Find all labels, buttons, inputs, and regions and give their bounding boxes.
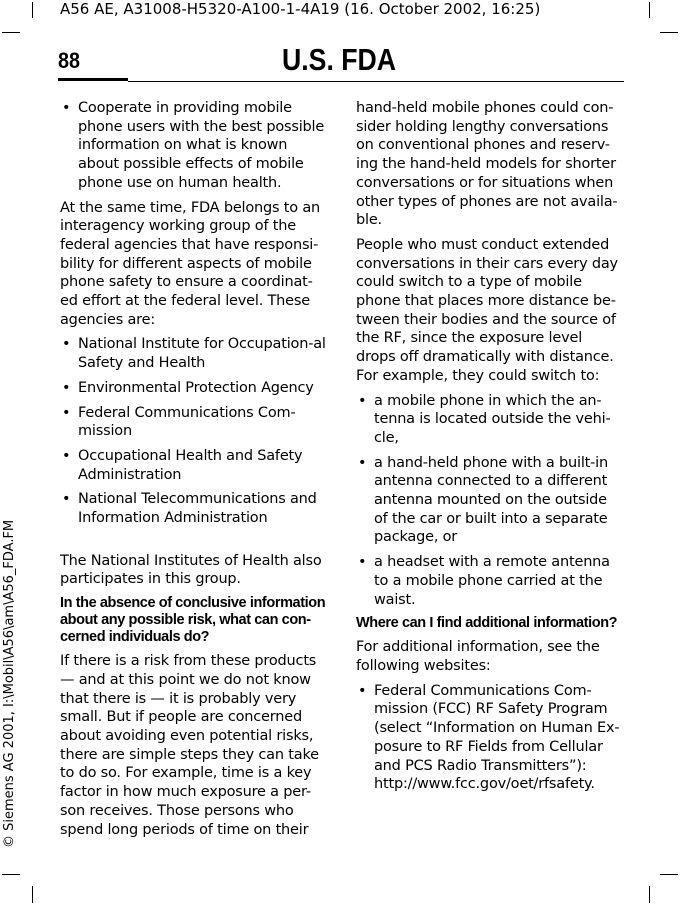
paragraph-info: For additional information, see the following websites:	[356, 639, 600, 674]
left-column	[60, 99, 326, 845]
list-item: • a mobile phone in which the an-tenna is located outside the vehi-cle,	[358, 392, 611, 446]
spacer	[60, 534, 326, 552]
list-item: • National Telecommunications and Information Administration	[62, 491, 317, 527]
options-list	[356, 392, 624, 610]
right-column	[356, 99, 624, 800]
header-rule	[128, 81, 624, 82]
document-meta: A56 AE, A31008-H5320-A100-1-4A19 (16. October 2002, 16:25)	[60, 0, 541, 18]
crop-mark	[32, 886, 33, 903]
paragraph-agencies: At the same time, FDA belongs to an interagency working group of the federal agencies that have responsi-bility for different aspects of mobile phone safety to ensure a coordinat-ed effort at the federal level. These agencies are:	[60, 199, 321, 328]
websites-list	[356, 682, 624, 794]
list-item: • Occupational Health and Safety Administration	[62, 447, 303, 483]
heading-risk: In the absence of conclusive information about any possible risk, what can con-cerned individuals do?	[60, 595, 326, 646]
list-item: • a hand-held phone with a built-in antenna connected to a different antenna mounted on the outside of the car or built into a separate package, or	[358, 454, 608, 546]
copyright-side-note: © Siemens AG 2001, I:\Mobil\A56\am\A56_FDA.FM	[2, 519, 17, 848]
paragraph-cars: People who must conduct extended conversations in their cars every day could switch to a type of mobile phone that places more distance be-tween their bodies and the source of the RF, since the exposure level drops off dramatically with distance. For example, they could switch to:	[356, 236, 618, 384]
crop-mark	[649, 886, 650, 903]
list-item: • Environmental Protection Agency	[62, 379, 314, 396]
crop-mark	[2, 874, 20, 875]
header-rule-thick	[58, 78, 128, 81]
list-item: • National Institute for Occupation-al Safety and Health	[62, 336, 326, 372]
list-item: • Federal Communications Com-mission	[62, 404, 296, 440]
list-item: • a headset with a remote antenna to a mobile phone carried at the waist.	[358, 554, 610, 608]
agency-list	[60, 335, 326, 527]
list-item: • Federal Communications Com-mission (FCC) RF Safety Program (select “Information on Human Ex-posure to RF Fields from Cellular and PCS Radio Transmitters”): http://www.fcc.gov/oet/rfsafety.	[358, 682, 620, 793]
list-item: • Cooperate in providing mobile phone users with the best possible information on what is known about possible effects of mobile phone use on human health.	[62, 100, 325, 191]
paragraph-risk: If there is a risk from these products — and at this point we do not know that there is — it is probably very small. But if people are concerned about avoiding even potential risks, there are simple steps they can take to do so. For example, time is a key factor in how much exposure a per-son receives. Those persons who spend long periods of time on their	[60, 653, 319, 838]
paragraph-continued: hand-held mobile phones could con-sider holding lengthy conversations on conventional phones and reserv-ing the hand-held models for shorter conversations or for situations when other types of phones are not availa-ble.	[356, 100, 618, 229]
crop-mark	[660, 32, 678, 33]
crop-mark	[32, 2, 33, 18]
page-title: U.S. FDA	[282, 42, 397, 77]
paragraph-nih: The National Institutes of Health also participates in this group.	[60, 552, 322, 588]
crop-mark	[649, 2, 650, 18]
heading-info: Where can I find additional information?	[356, 615, 618, 632]
crop-mark	[2, 32, 20, 33]
page-number: 88	[58, 48, 81, 73]
intro-bullet-list	[60, 99, 326, 193]
crop-mark	[660, 874, 678, 875]
